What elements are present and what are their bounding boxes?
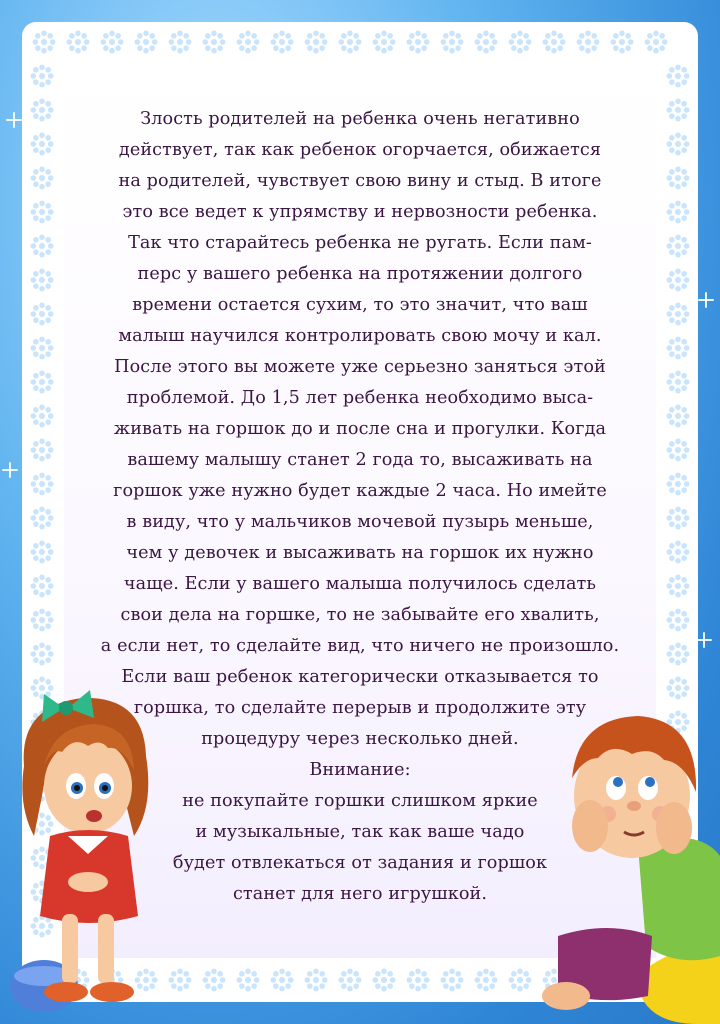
lace-rosette [667,133,690,156]
lace-rosette [667,677,690,700]
text-line: это все ведет к упрямству и нервозности ребенка. [122,202,598,222]
lace-rosette [667,269,690,292]
lace-rosette [31,99,54,122]
text-line: малыш научился контролировать свою мочу и кал. [118,326,602,346]
text-line: горшка, то сделайте перерыв и продолжите эту [133,698,587,718]
lace-rosette [31,507,54,530]
lace-rosette [271,31,294,54]
lace-rosette [67,31,90,54]
lace-rosette [31,473,54,496]
lace-rosette [203,31,226,54]
text-line: на родителей, чувствует свою вину и стыд. В итоге [118,171,602,191]
text-line: будет отвлекаться от задания и горшок [172,853,548,873]
lace-rosette [611,31,634,54]
lace-rosette [31,439,54,462]
lace-rosette [31,575,54,598]
lace-rosette [31,269,54,292]
lace-rosette [475,31,498,54]
text-line: Если ваш ребенок категорически отказывается то [121,667,599,687]
lace-rosette [339,31,362,54]
lace-rosette [305,31,328,54]
text-line: чем у девочек и высаживать на горшок их нужно [126,543,594,563]
lace-rosette [407,969,430,992]
text-line: Злость родителей на ребенка очень негативно [140,109,580,129]
lace-rosette [667,235,690,258]
text-line: процедуру через несколько дней. [201,729,519,749]
text-line: Внимание: [309,760,411,780]
lace-rosette [31,371,54,394]
text-line: в виду, что у мальчиков мочевой пузырь меньше, [126,512,594,532]
lace-rosette [135,31,158,54]
text-line: не покупайте горшки слишком яркие [182,791,538,811]
girl-cartoon-illustration [4,686,172,1024]
lace-rosette [667,609,690,632]
lace-rosette [407,31,430,54]
text-line: чаще. Если у вашего малыша получилось сделать [123,574,597,594]
lace-rosette [667,303,690,326]
lace-rosette [31,303,54,326]
lace-rosette [31,65,54,88]
text-line: После этого вы можете уже серьезно заняться этой [114,357,606,377]
lace-rosette [31,643,54,666]
text-line: Так что старайтесь ребенка не ругать. Если пам- [128,233,592,253]
lace-rosette [509,31,532,54]
lace-rosette [31,235,54,258]
lace-rosette [667,337,690,360]
lace-rosette [271,969,294,992]
lace-rosette [101,31,124,54]
lace-rosette [305,969,328,992]
lace-rosette [645,31,668,54]
lace-rosette [31,405,54,428]
text-line: свои дела на горшке, то не забывайте его хвалить, [120,605,600,625]
lace-rosette [667,439,690,462]
lace-rosette [577,31,600,54]
text-line: а если нет, то сделайте вид, что ничего не произошло. [100,636,620,656]
lace-rosette [33,31,56,54]
lace-rosette [169,31,192,54]
text-line: времени остается сухим, то это значит, что ваш [132,295,588,315]
lace-rosette [237,969,260,992]
lace-rosette [667,541,690,564]
text-line: станет для него игрушкой. [232,884,488,904]
lace-rosette [203,969,226,992]
text-line: живать на горшок до и после сна и прогулки. Когда [113,419,607,439]
text-line: и музыкальные, так как ваше чадо [195,822,525,842]
lace-rosette [339,969,362,992]
text-line: перс у вашего ребенка на протяжении долгого [137,264,583,284]
lace-rosette [441,31,464,54]
lace-rosette [373,969,396,992]
lace-rosette [373,31,396,54]
lace-rosette [667,643,690,666]
lace-rosette [667,405,690,428]
text-line: проблемой. До 1,5 лет ребенка необходимо выса- [126,388,594,408]
lace-rosette [237,31,260,54]
lace-rosette [31,609,54,632]
text-line: вашему малышу станет 2 года то, высаживать на [127,450,593,470]
lace-rosette [543,31,566,54]
lace-rosette [441,969,464,992]
lace-rosette [475,969,498,992]
lace-rosette [31,541,54,564]
lace-rosette [667,371,690,394]
lace-rosette [667,65,690,88]
lace-rosette [667,201,690,224]
lace-rosette [31,201,54,224]
lace-rosette [667,473,690,496]
lace-rosette [31,167,54,190]
lace-rosette [31,133,54,156]
boy-cartoon-illustration [528,706,720,1024]
text-line: действует, так как ребенок огорчается, обижается [118,140,602,160]
lace-rosette [667,99,690,122]
text-line: горшок уже нужно будет каждые 2 часа. Но имейте [113,481,607,501]
lace-rosette [31,337,54,360]
lace-rosette [667,167,690,190]
lace-rosette [667,507,690,530]
lace-rosette [667,575,690,598]
